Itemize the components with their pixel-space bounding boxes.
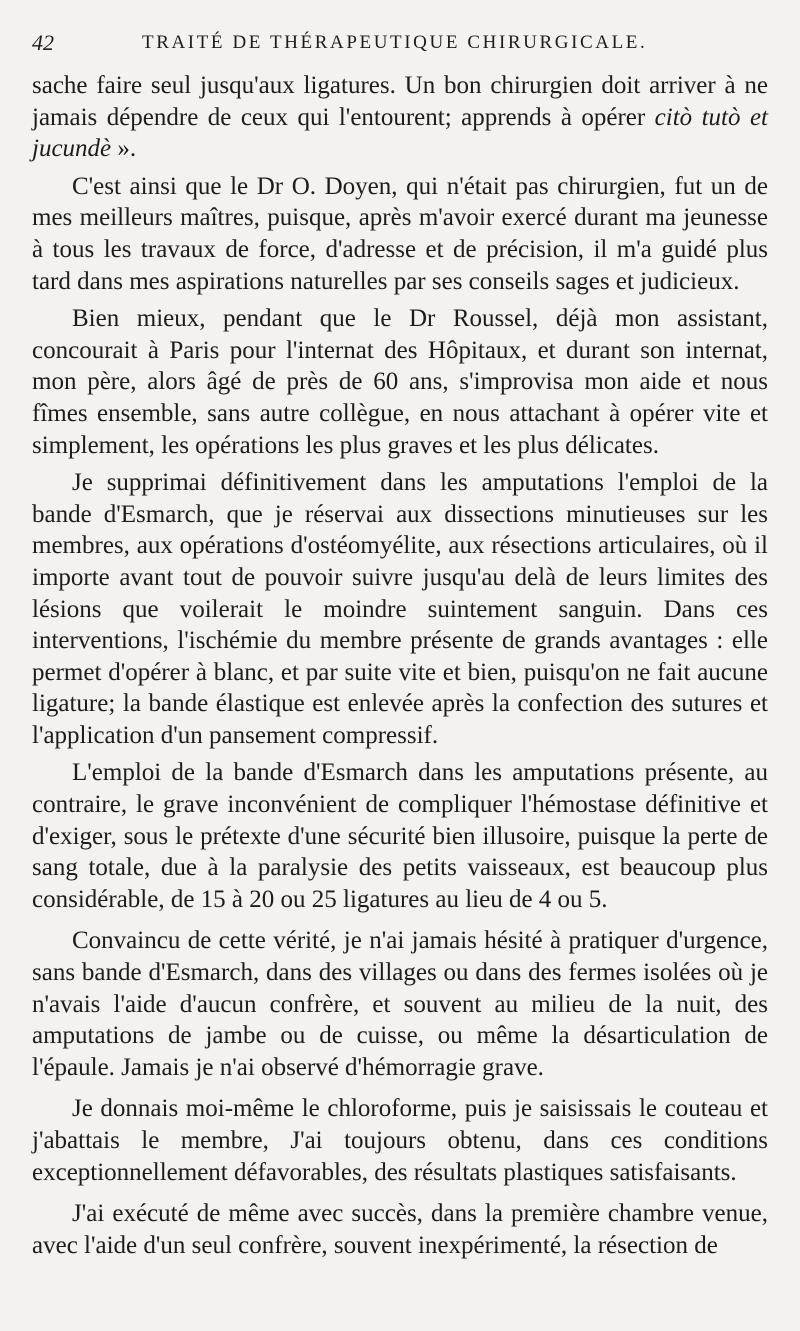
paragraph: L'emploi de la bande d'Esmarch dans les amputations présente, au contraire, le grave inconvénient de compliquer l'hémostase définitive et d'exiger, sous le prétexte d'une sécurité bien illusoire, puisque la perte de sang totale, due à la paralysie des petits vaisseaux, est beaucoup plus considérable, de 15 à 20 ou 25 ligatures au lieu de 4 ou 5. [32, 759, 768, 913]
paragraph: Je donnais moi-même le chloroforme, puis je saisissais le couteau et j'abattais le membre, J'ai toujours obtenu, dans ces conditions exceptionnellement défavorables, des résultats plastiques satisfaisants. [32, 1095, 768, 1186]
page-number: 42 [32, 30, 54, 55]
paragraph: Convaincu de cette vérité, je n'ai jamais hésité à pratiquer d'urgence, sans bande d'Esmarch, dans des villages ou dans des fermes isolées où je n'avais l'aide d'aucun confrère, et souvent au milieu de la nuit, des amputations de jambe ou de cuisse, ou même la désarticulation de l'épaule. Jamais je n'ai observé d'hémorragie grave. [32, 927, 768, 1081]
paragraph [32, 70, 768, 165]
paragraph: Bien mieux, pendant que le Dr Roussel, déjà mon assistant, concourait à Paris pour l'internat des Hôpitaux, et durant son internat, mon père, alors âgé de près de 60 ans, s'improvisa mon aide et nous fîmes ensemble, sans autre collègue, en nous attachant à opérer vite et simplement, les opérations les plus graves et les plus délicates. [32, 305, 768, 459]
running-head [32, 28, 768, 62]
paragraph: C'est ainsi que le Dr O. Doyen, qui n'était pas chirurgien, fut un de mes meilleurs maîtres, puisque, après m'avoir exercé durant ma jeunesse à tous les travaux de force, d'adresse et de précision, il m'a guidé plus tard dans mes aspirations naturelles par ses conseils sages et judicieux. [32, 172, 768, 295]
body-text [32, 70, 768, 1261]
paragraph: Je supprimai définitivement dans les amputations l'emploi de la bande d'Esmarch, que je réservai aux dissections minutieuses sur les membres, aux opérations d'ostéomyélite, aux résections articulaires, où il importe avant tout de pouvoir suivre jusqu'au delà de leurs limites des lésions que voilerait le moindre suintement sanguin. Dans ces interventions, l'ischémie du membre présente de grands avantages : elle permet d'opérer à blanc, et par suite vite et bien, puisqu'on ne fait aucune ligature; la bande élastique est enlevée après la confection des sutures et l'application d'un pansement compressif. [32, 469, 768, 749]
paragraph-text: ». [111, 135, 137, 163]
running-title: TRAITÉ DE THÉRAPEUTIQUE CHIRURGICALE. [142, 32, 648, 53]
latin-phrase: citò tutò et jucundè [32, 103, 768, 163]
paragraph-text: sache faire seul jusqu'aux ligatures. Un bon chirurgien doit arriver à ne jamais dépendre de ceux qui l'entourent; apprends à opérer [32, 72, 768, 131]
paragraph: J'ai exécuté de même avec succès, dans la première chambre venue, avec l'aide d'un seul confrère, souvent inexpérimenté, la résection de [32, 1200, 768, 1259]
